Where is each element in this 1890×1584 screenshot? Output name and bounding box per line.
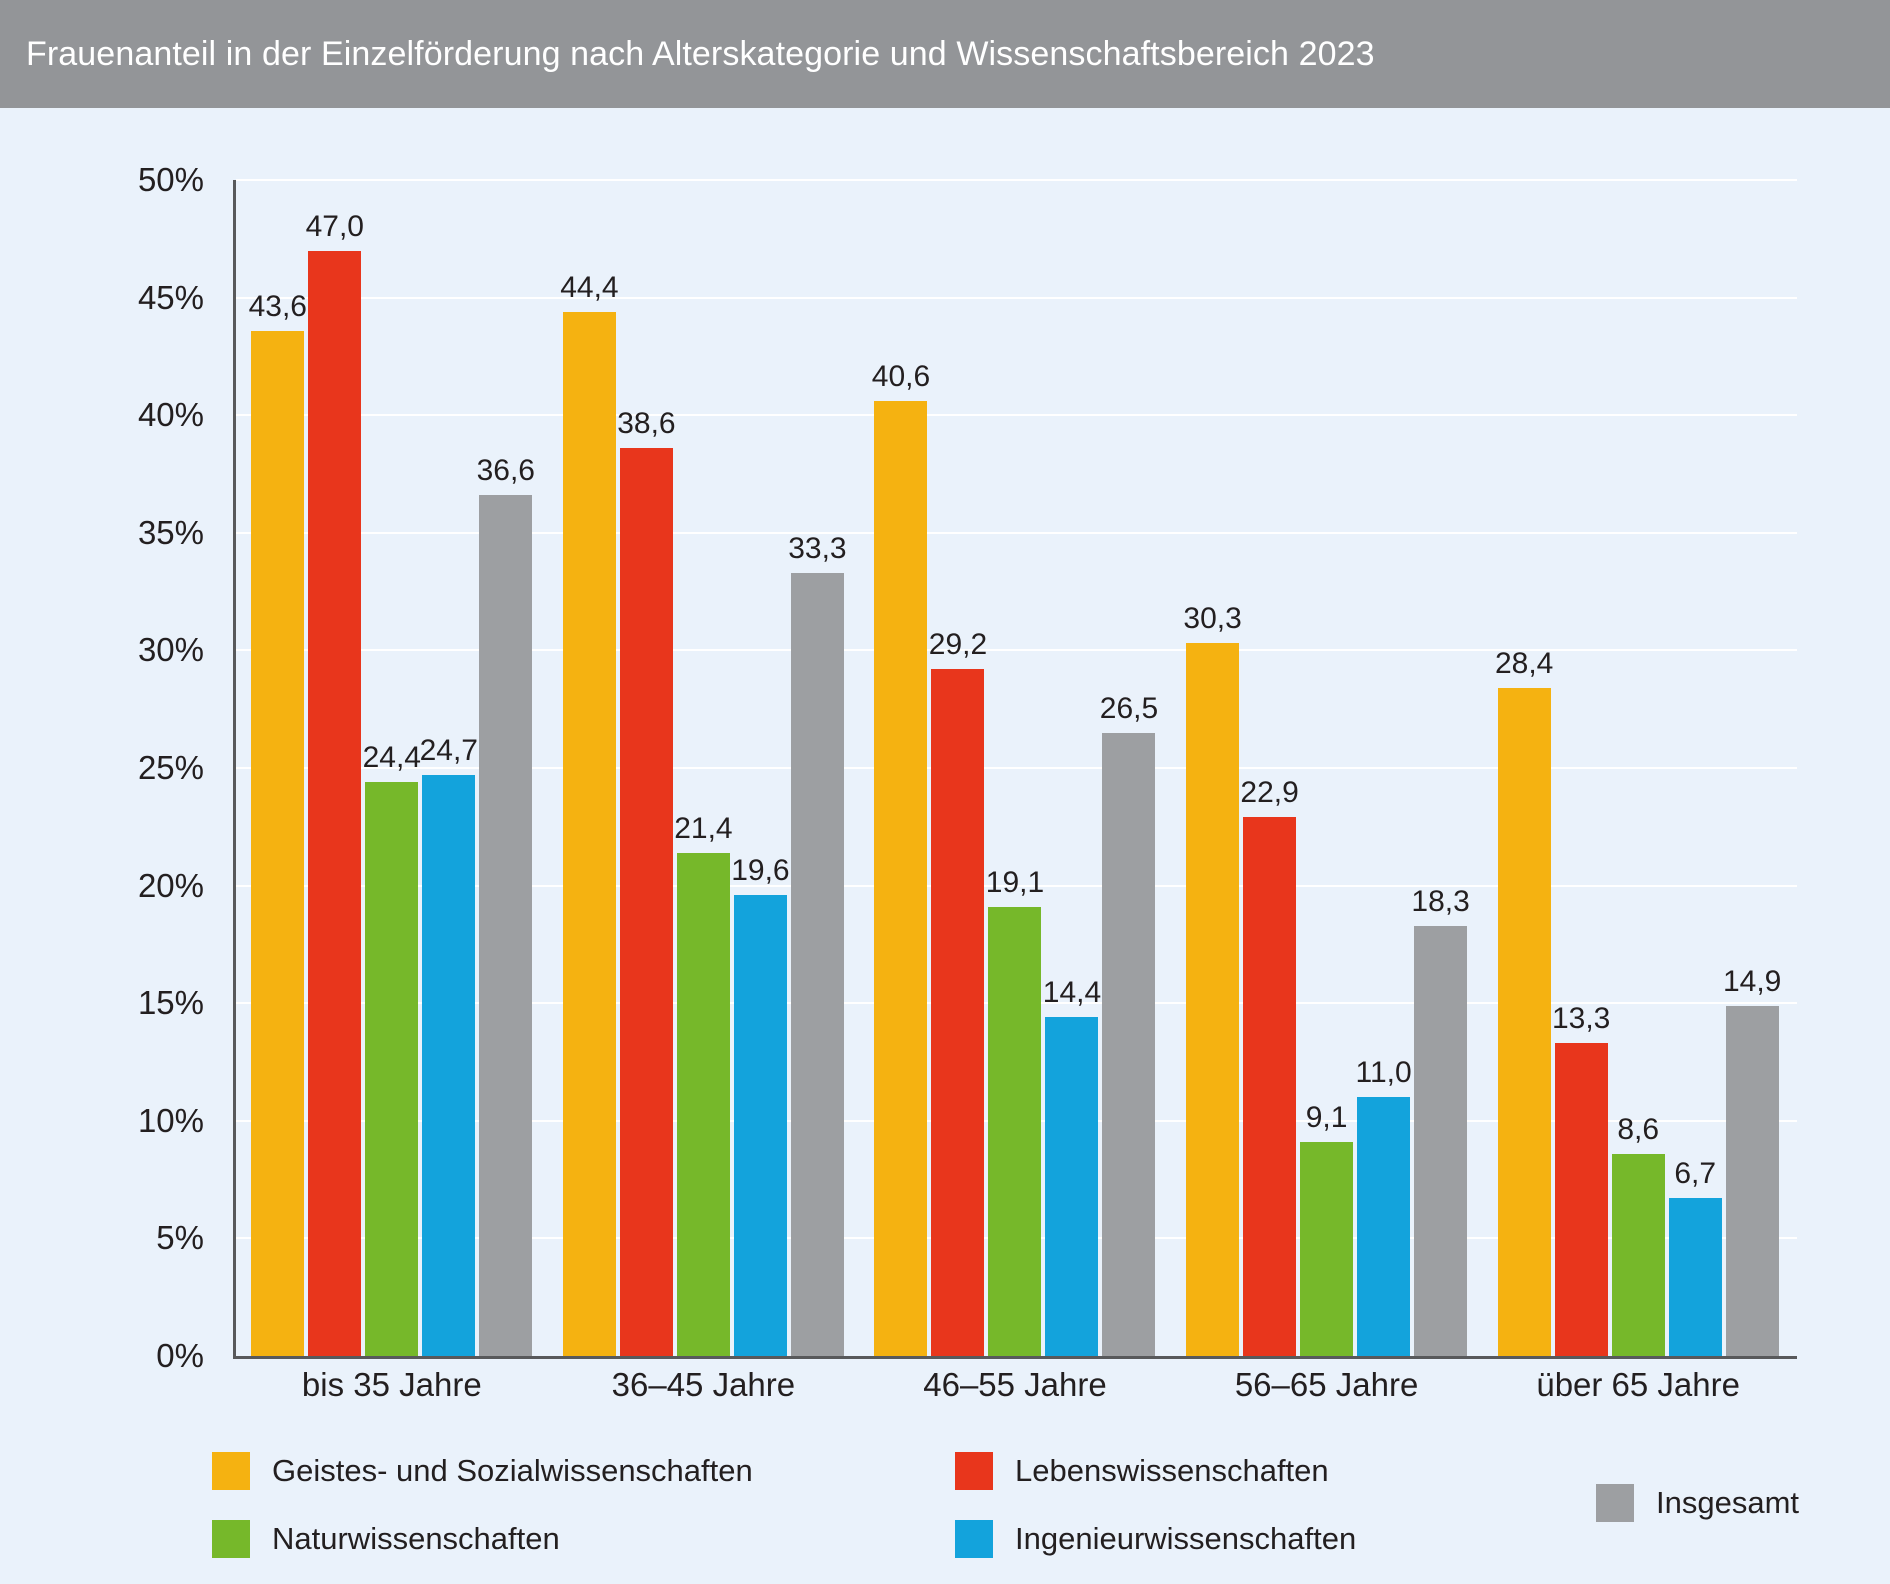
bar-slot — [1494, 180, 1554, 1356]
legend-swatch-icon — [955, 1452, 993, 1490]
bar-value-label: 28,4 — [1494, 647, 1554, 681]
bar-value-label: 30,3 — [1183, 602, 1242, 636]
bar-slot — [362, 180, 421, 1356]
bar[interactable] — [305, 209, 364, 1356]
bar-slot — [1357, 180, 1410, 1356]
bar-slot — [419, 180, 478, 1356]
bar-value-label: 19,1 — [985, 865, 1045, 899]
bar-slot — [1411, 180, 1470, 1356]
x-axis-labels — [236, 1366, 1794, 1404]
bar-slot — [788, 180, 847, 1356]
bar-slot — [731, 180, 790, 1356]
y-axis-tick-label: 0% — [156, 1337, 204, 1374]
bar[interactable] — [1722, 964, 1782, 1356]
bar-group — [548, 180, 860, 1356]
bar-value-label: 14,9 — [1722, 964, 1782, 998]
bar[interactable] — [1612, 1112, 1665, 1356]
bar[interactable] — [1042, 976, 1102, 1356]
bar-value-label: 24,4 — [362, 741, 421, 775]
x-axis-tick-label: 46–55 Jahre — [923, 1366, 1107, 1403]
bar[interactable] — [362, 741, 421, 1356]
bar-value-label: 29,2 — [928, 628, 988, 662]
bar-slot — [674, 180, 733, 1356]
bar-group-bars — [1171, 180, 1483, 1356]
x-axis-tick-label: 36–45 Jahre — [611, 1366, 796, 1403]
legend-swatch-icon — [212, 1520, 250, 1558]
bar-value-label: 33,3 — [788, 531, 847, 565]
bar-value-label: 44,4 — [560, 270, 619, 304]
bar[interactable] — [1300, 1100, 1353, 1356]
bar-value-label: 26,5 — [1099, 691, 1159, 725]
bar-group — [1171, 180, 1483, 1356]
bar-group-bars — [1482, 180, 1794, 1356]
bar-group — [1482, 180, 1794, 1356]
y-axis-tick-label: 10% — [137, 1101, 204, 1139]
bar-value-label: 8,6 — [1617, 1112, 1660, 1146]
bar-groups — [236, 180, 1794, 1356]
bar-value-label: 14,4 — [1042, 976, 1102, 1010]
bar-slot — [1300, 180, 1353, 1356]
bar-group — [236, 180, 548, 1356]
bar-group — [859, 180, 1171, 1356]
legend-label: Insgesamt — [1656, 1485, 1800, 1520]
y-axis-tick-label: 25% — [137, 749, 204, 786]
bar[interactable] — [1669, 1157, 1722, 1356]
bar[interactable] — [1355, 1056, 1412, 1356]
bar-slot — [617, 180, 676, 1356]
legend-label: Lebenswissenschaften — [1015, 1453, 1329, 1488]
x-axis-tick-label: 56–65 Jahre — [1234, 1366, 1419, 1403]
bar[interactable] — [788, 531, 847, 1356]
y-axis-tick-label: 5% — [156, 1219, 204, 1257]
bar-slot — [1669, 180, 1722, 1356]
bar-value-label: 18,3 — [1411, 884, 1470, 918]
y-axis-tick-label: 20% — [137, 866, 204, 904]
bar-value-label: 9,1 — [1305, 1100, 1348, 1134]
bar-group-bars — [548, 180, 860, 1356]
y-axis-tick-label: 30% — [137, 631, 204, 669]
bar-value-label: 21,4 — [674, 811, 733, 845]
bar-group-bars — [859, 180, 1171, 1356]
bar[interactable] — [1551, 1002, 1611, 1356]
bar-value-label: 36,6 — [476, 454, 535, 488]
bar[interactable] — [419, 734, 478, 1356]
bar[interactable] — [1411, 884, 1470, 1356]
bar-slot — [985, 180, 1045, 1356]
bar-value-label: 40,6 — [871, 360, 931, 394]
bar-value-label: 19,6 — [731, 854, 790, 888]
bar[interactable] — [871, 360, 931, 1356]
bar[interactable] — [731, 854, 790, 1356]
bar-slot — [1240, 180, 1299, 1356]
bar-slot — [928, 180, 988, 1356]
bar-slot — [305, 180, 364, 1356]
legend-item[interactable] — [1596, 1484, 1799, 1522]
bar-slot — [1722, 180, 1782, 1356]
bar-slot — [476, 180, 535, 1356]
bar[interactable] — [617, 407, 676, 1356]
legend-item[interactable] — [212, 1520, 560, 1558]
bar-slot — [248, 180, 307, 1356]
bar[interactable] — [928, 628, 988, 1356]
y-axis-labels — [0, 161, 222, 1374]
bar-slot — [871, 180, 931, 1356]
bar-value-label: 24,7 — [419, 734, 478, 768]
bar[interactable] — [248, 289, 307, 1356]
legend-label: Naturwissenschaften — [272, 1521, 560, 1556]
legend-swatch-icon — [955, 1520, 993, 1558]
bar[interactable] — [1240, 776, 1299, 1356]
bar[interactable] — [674, 811, 733, 1356]
bar-slot — [1612, 180, 1665, 1356]
legend-label: Ingenieurwissenschaften — [1015, 1521, 1357, 1556]
bar-value-label: 6,7 — [1674, 1157, 1717, 1191]
bar[interactable] — [476, 454, 535, 1356]
legend — [0, 1444, 1890, 1584]
legend-swatch-icon — [1596, 1484, 1634, 1522]
bar[interactable] — [1099, 691, 1159, 1356]
y-axis-tick-label: 15% — [137, 984, 204, 1022]
bar-slot — [1099, 180, 1159, 1356]
bar-slot — [1042, 180, 1102, 1356]
legend-swatch-icon — [212, 1452, 250, 1490]
bar[interactable] — [560, 270, 619, 1356]
bar-value-label: 11,0 — [1355, 1056, 1412, 1090]
bar-group-bars — [236, 180, 548, 1356]
bar-value-label: 43,6 — [248, 289, 307, 323]
x-axis-tick-label: über 65 Jahre — [1536, 1366, 1740, 1403]
bar-value-label: 38,6 — [617, 407, 676, 441]
bar-slot — [1183, 180, 1242, 1356]
bar[interactable] — [985, 865, 1045, 1356]
x-axis-tick-label: bis 35 Jahre — [301, 1366, 482, 1403]
page-title: Frauenanteil in der Einzelförderung nach Alterskategorie und Wissenschaftsbereich 2023 — [26, 34, 1375, 73]
y-axis-tick-label: 40% — [137, 396, 204, 434]
bar[interactable] — [1183, 602, 1242, 1356]
y-axis-tick-label: 45% — [137, 278, 204, 316]
legend-item[interactable] — [955, 1452, 1329, 1490]
y-axis-tick-label: 50% — [137, 161, 204, 198]
legend-item[interactable] — [212, 1452, 753, 1490]
chart-container — [0, 108, 1890, 1556]
bar-slot — [560, 180, 619, 1356]
bar-value-label: 47,0 — [305, 209, 364, 243]
legend-item[interactable] — [955, 1520, 1356, 1558]
bar[interactable] — [1494, 647, 1554, 1356]
legend-label: Geistes- und Sozialwissenschaften — [272, 1453, 753, 1488]
bar-value-label: 22,9 — [1240, 776, 1299, 810]
title-bar — [0, 0, 1890, 108]
bar-value-label: 13,3 — [1551, 1002, 1611, 1036]
y-axis-tick-label: 35% — [137, 513, 204, 551]
bar-slot — [1551, 180, 1611, 1356]
